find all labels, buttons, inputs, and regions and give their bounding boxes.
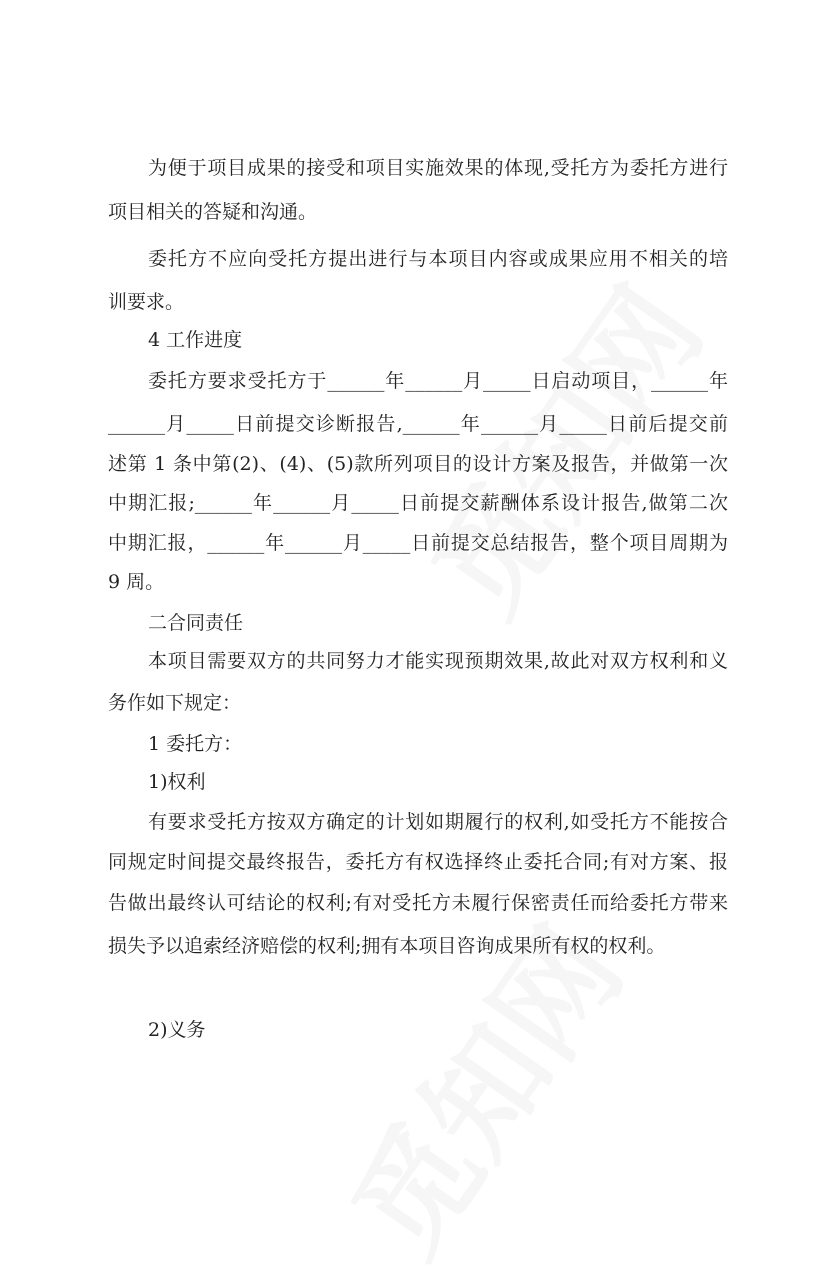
- paragraph-line: 为便于项目成果的接受和项目实施效果的体现,受托方为委托方进行: [148, 157, 728, 179]
- paragraph-line: 9 周。: [108, 571, 165, 593]
- paragraph-line: 述第 1 条中第(2)、(4)、(5)款所列项目的设计方案及报告，并做第一次: [108, 453, 728, 475]
- paragraph-line: 中期汇报，______年______月_____日前提交总结报告，整个项目周期为: [108, 532, 728, 554]
- paragraph-line: 告做出最终认可结论的权利;有对受托方未履行保密责任而给委托方带来: [108, 892, 728, 914]
- paragraph-line: 委托方不应向受托方提出进行与本项目内容或成果应用不相关的培: [148, 248, 728, 270]
- section-heading: 2)义务: [148, 1019, 206, 1041]
- section-heading: 1)权利: [148, 771, 206, 793]
- paragraph-line: ______月_____日前提交诊断报告,______年______月_____日前后提交前: [108, 413, 728, 435]
- paragraph-line: 务作如下规定：: [108, 692, 242, 714]
- paragraph-line: 同规定时间提交最终报告，委托方有权选择终止委托合同;有对方案、报: [108, 851, 728, 873]
- paragraph-line: 本项目需要双方的共同努力才能实现预期效果,故此对双方权利和义: [148, 650, 728, 672]
- section-heading: 二合同责任: [148, 612, 244, 634]
- paragraph-line: 中期汇报;______年______月_____日前提交薪酬体系设计报告,做第二次: [108, 492, 728, 514]
- paragraph-line: 训要求。: [108, 291, 185, 313]
- paragraph-line: 有要求受托方按双方确定的计划如期履行的权利,如受托方不能按合: [148, 811, 728, 833]
- section-heading: 1 委托方：: [148, 733, 243, 755]
- paragraph-line: 委托方要求受托方于______年______月_____日启动项目，______年: [148, 370, 728, 392]
- paragraph-line: 损失予以追索经济赔偿的权利;拥有本项目咨询成果所有权的权利。: [108, 935, 666, 957]
- section-heading: 4 工作进度: [148, 329, 243, 351]
- paragraph-line: 项目相关的答疑和沟通。: [108, 201, 318, 223]
